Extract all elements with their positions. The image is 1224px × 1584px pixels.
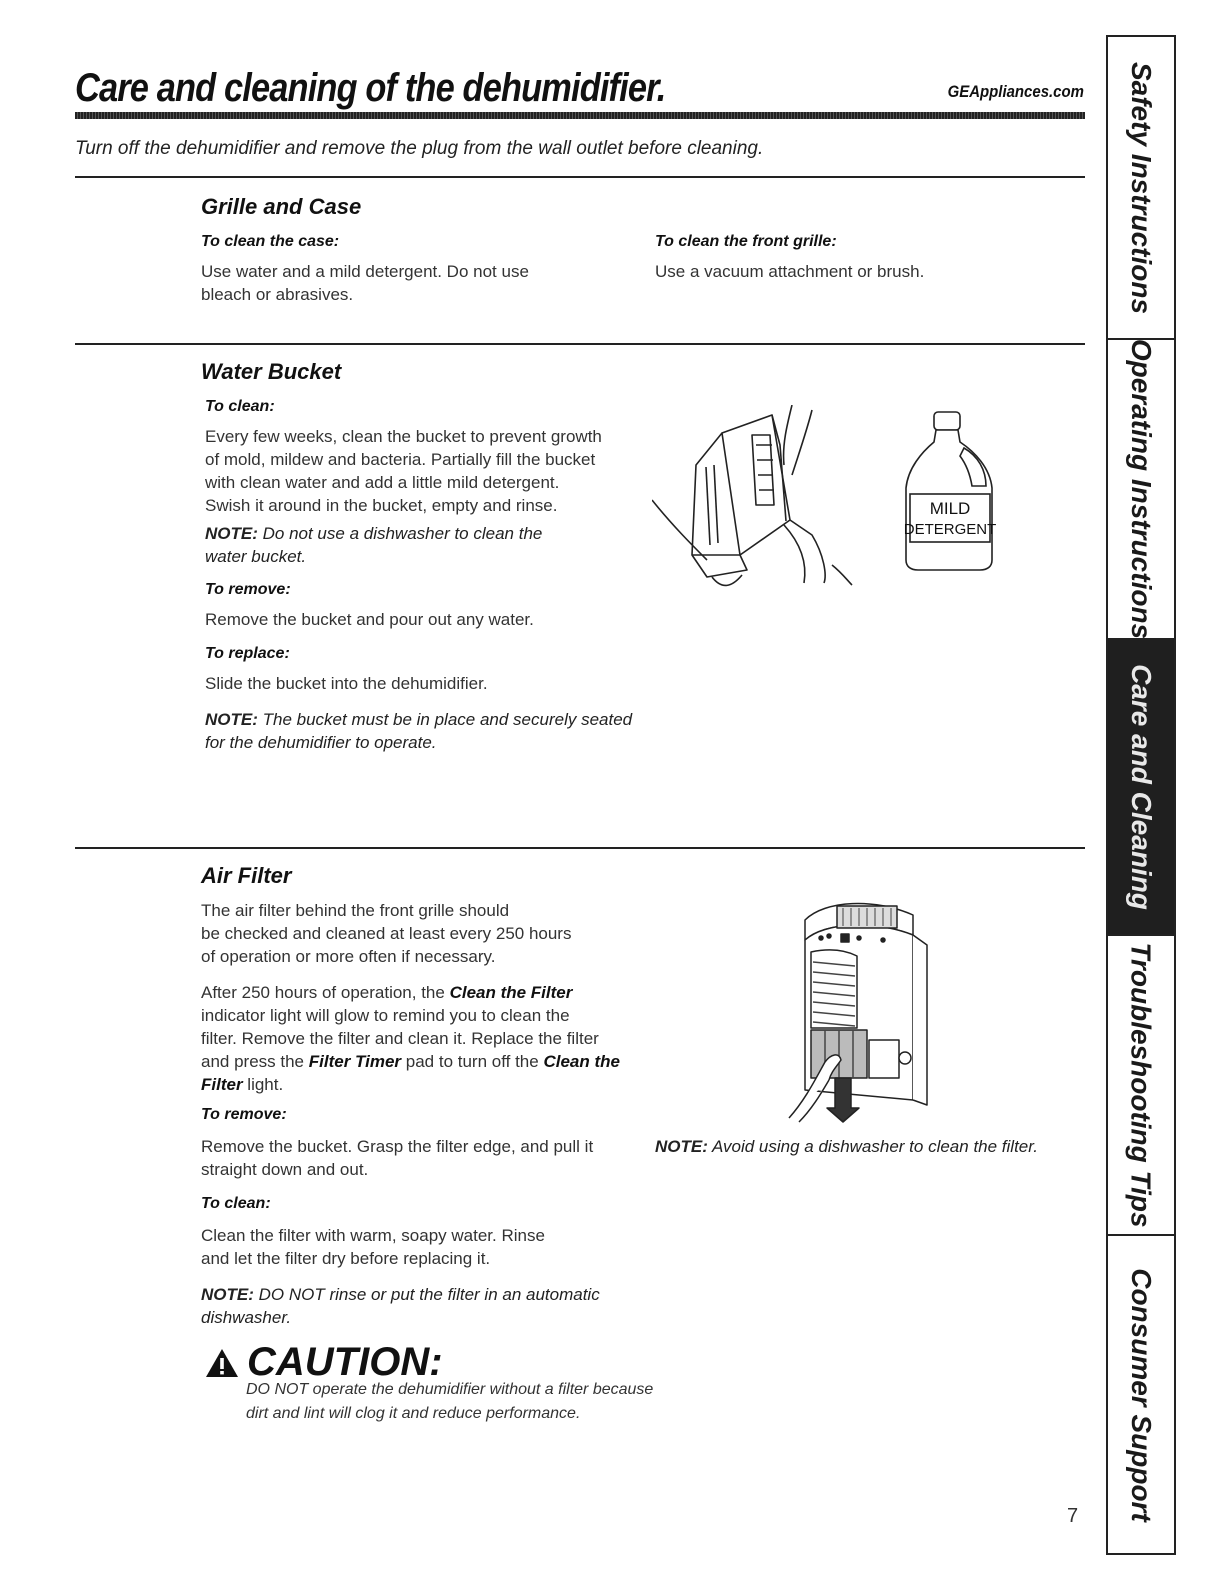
- side-tabs: [1106, 35, 1176, 1555]
- bucket-note-2: [205, 708, 632, 731]
- note-text: Do not use a dishwasher to clean the: [262, 524, 543, 543]
- filter-para-2-line-3: filter. Remove the filter and clean it. Replace the filter: [201, 1029, 599, 1048]
- filter-note-line-2: dishwasher.: [201, 1308, 292, 1327]
- caution-text: [246, 1378, 666, 1426]
- tab-label: Operating Instructions: [1126, 338, 1157, 640]
- filter-para-2-line-2: indicator light will glow to remind you to clean the: [201, 1006, 570, 1025]
- note-label: NOTE:: [655, 1137, 708, 1156]
- case-text-line-2: bleach or abrasives.: [201, 285, 354, 304]
- title-rule: [75, 112, 1085, 119]
- filter-remove-line-2: straight down and out.: [201, 1160, 369, 1179]
- note-text: DO NOT rinse or put the filter in an automatic: [258, 1285, 600, 1304]
- bucket-clean-heading: To clean:: [205, 398, 275, 415]
- bottle-label-line-1: MILD: [929, 499, 971, 518]
- text: pad to turn off the: [401, 1052, 544, 1071]
- filter-dishwasher-note: [655, 1135, 1038, 1158]
- filter-para-2-line-4: [201, 1050, 620, 1073]
- filter-para-2-line-1: [201, 981, 572, 1004]
- grille-heading: To clean the front grille:: [655, 233, 837, 250]
- tab-label: Care and Cleaning: [1126, 664, 1157, 910]
- page-number: 7: [1067, 1505, 1079, 1527]
- filter-para-1-line: of operation or more often if necessary.: [201, 947, 496, 966]
- page-title: Care and cleaning of the dehumidifier.: [75, 66, 666, 110]
- clean-the-filter-label: Clean the Filter: [449, 983, 573, 1002]
- divider: [75, 847, 1085, 849]
- tab-safety-instructions[interactable]: [1108, 37, 1174, 340]
- case-heading: To clean the case:: [201, 233, 340, 250]
- text: After 250 hours of operation, the: [201, 983, 450, 1002]
- bucket-replace-text: Slide the bucket into the dehumidifier.: [205, 674, 488, 693]
- bottle-label-line-2: DETERGENT: [903, 521, 997, 538]
- caution-title: CAUTION:: [247, 1340, 443, 1384]
- intro-text: Turn off the dehumidifier and remove the plug from the wall outlet before cleaning.: [75, 138, 764, 159]
- site-url: GEAppliances.com: [947, 82, 1084, 101]
- filter-note: [201, 1283, 600, 1306]
- tab-operating-instructions[interactable]: [1108, 340, 1174, 640]
- text: light.: [242, 1075, 284, 1094]
- bucket-note-1: [205, 522, 542, 545]
- tab-troubleshooting-tips[interactable]: [1108, 936, 1174, 1236]
- filter-clean-heading: To clean:: [201, 1195, 271, 1212]
- filter-para-2-line-5: [201, 1073, 283, 1096]
- bucket-remove-heading: To remove:: [205, 581, 291, 598]
- note-label: NOTE:: [201, 1285, 254, 1304]
- filter-timer-label: Filter Timer: [308, 1052, 402, 1071]
- case-text-line-1: Use water and a mild detergent. Do not use: [201, 262, 529, 281]
- tab-label: Safety Instructions: [1126, 61, 1157, 314]
- tab-label: Consumer Support: [1126, 1267, 1157, 1522]
- bucket-note-1-line-2: water bucket.: [205, 547, 307, 566]
- note-text: Avoid using a dishwasher to clean the filter.: [711, 1137, 1039, 1156]
- warning-triangle-icon: [205, 1348, 239, 1378]
- section-title-water-bucket: Water Bucket: [201, 359, 342, 384]
- clean-the-filter-label: Clean the: [543, 1052, 620, 1071]
- bucket-clean-line: Every few weeks, clean the bucket to prevent growth: [205, 427, 602, 446]
- bucket-note-2-line-2: for the dehumidifier to operate.: [205, 733, 437, 752]
- filter-remove-line-1: Remove the bucket. Grasp the filter edge, and pull it: [201, 1137, 594, 1156]
- note-text: The bucket must be in place and securely seated: [262, 710, 633, 729]
- bucket-clean-line: of mold, mildew and bacteria. Partially fill the bucket: [205, 450, 596, 469]
- filter-clean-line-1: Clean the filter with warm, soapy water. Rinse: [201, 1226, 545, 1245]
- dehumidifier-filter-removal-illustration: [785, 890, 935, 1125]
- section-title-air-filter: Air Filter: [201, 863, 292, 888]
- bucket-replace-heading: To replace:: [205, 645, 290, 662]
- caution-line-1: DO NOT operate the dehumidifier without a filter because: [246, 1381, 654, 1398]
- bucket-remove-text: Remove the bucket and pour out any water.: [205, 610, 534, 629]
- note-label: NOTE:: [205, 524, 258, 543]
- divider: [75, 176, 1085, 178]
- text: and press the: [201, 1052, 309, 1071]
- bucket-pouring-illustration: [652, 405, 862, 590]
- section-title-grille-case: Grille and Case: [201, 194, 362, 219]
- filter-remove-heading: To remove:: [201, 1106, 287, 1123]
- filter-para-1-line: The air filter behind the front grille should: [201, 901, 510, 920]
- filter-label: Filter: [201, 1075, 243, 1094]
- filter-para-1-line: be checked and cleaned at least every 250 hours: [201, 924, 572, 943]
- tab-care-and-cleaning[interactable]: [1108, 640, 1174, 936]
- bucket-clean-line: with clean water and add a little mild detergent.: [205, 473, 560, 492]
- filter-clean-line-2: and let the filter dry before replacing it.: [201, 1249, 491, 1268]
- detergent-bottle-illustration: [900, 408, 1000, 573]
- tab-label: Troubleshooting Tips: [1126, 942, 1157, 1228]
- caution-line-2: dirt and lint will clog it and reduce performance.: [246, 1405, 581, 1422]
- grille-text: Use a vacuum attachment or brush.: [655, 262, 925, 281]
- divider: [75, 343, 1085, 345]
- note-label: NOTE:: [205, 710, 258, 729]
- bucket-clean-line: Swish it around in the bucket, empty and rinse.: [205, 496, 558, 515]
- tab-consumer-support[interactable]: [1108, 1236, 1174, 1553]
